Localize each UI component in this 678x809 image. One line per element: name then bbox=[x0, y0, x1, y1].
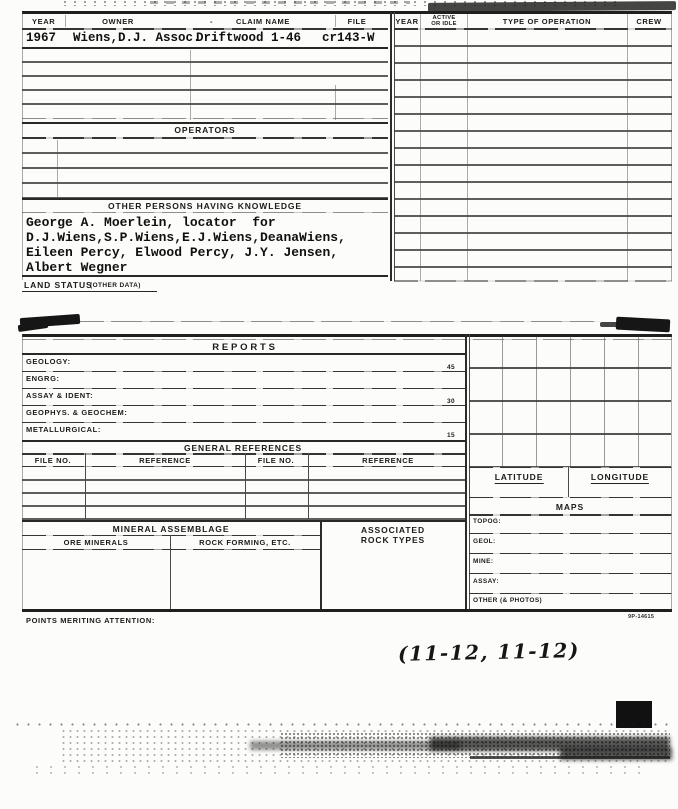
top-card-left-bottom-border bbox=[22, 275, 388, 277]
genref-divider-1 bbox=[85, 453, 86, 519]
other-persons-line-4: Albert Wegner bbox=[26, 260, 128, 275]
scan-noise-bottom-sparse bbox=[30, 764, 650, 776]
points-meriting-attention-label: POINTS MERITING ATTENTION: bbox=[26, 616, 155, 625]
report-row-assay: ASSAY & IDENT: bbox=[26, 391, 94, 400]
claims-body-divider-2 bbox=[335, 85, 336, 120]
bottom-card-bottom-border bbox=[22, 609, 672, 612]
genref-divider-3 bbox=[308, 453, 309, 519]
other-persons-top-line bbox=[22, 198, 388, 200]
activity-left-border-outer bbox=[390, 12, 392, 281]
mineral-divider bbox=[170, 535, 171, 609]
operators-header: OPERATORS bbox=[174, 125, 236, 135]
activity-col-crew: CREW bbox=[636, 17, 662, 26]
latlong-grid bbox=[469, 336, 671, 467]
genref-empty-rows bbox=[22, 468, 465, 520]
operators-divider bbox=[57, 140, 58, 197]
bottom-card-center-divider-outer bbox=[465, 334, 467, 611]
claims-dash-mark: - bbox=[210, 17, 214, 26]
activity-col-operation: TYPE OF OPERATION bbox=[502, 17, 592, 26]
mineral-col-ore: ORE MINERALS bbox=[63, 538, 129, 547]
latitude-label: LATITUDE bbox=[494, 472, 544, 482]
report-row-geology: GEOLOGY: bbox=[26, 357, 71, 366]
land-status-sublabel: (OTHER DATA) bbox=[90, 281, 141, 289]
activity-col-year: YEAR bbox=[395, 17, 419, 26]
maps-line-2 bbox=[469, 553, 672, 554]
other-persons-header: OTHER PERSONS HAVING KNOWLEDGE bbox=[107, 201, 303, 211]
other-persons-underline bbox=[22, 212, 388, 213]
report-row-engrg: ENGRG: bbox=[26, 374, 60, 383]
maps-header: MAPS bbox=[555, 502, 585, 512]
maps-row-mine: MINE: bbox=[473, 558, 494, 565]
claims-body-divider-1 bbox=[190, 50, 191, 120]
activity-divider-1 bbox=[420, 14, 421, 281]
associated-rock-types-line1: ASSOCIATED bbox=[360, 525, 426, 535]
bottom-card-right-border bbox=[671, 334, 672, 611]
genref-col-ref-2: REFERENCE bbox=[362, 456, 414, 465]
genref-bottom-line bbox=[22, 520, 465, 522]
report-line-4 bbox=[22, 422, 465, 423]
report-line-2 bbox=[22, 388, 465, 389]
claims-header-divider-1 bbox=[65, 15, 66, 27]
operators-top-line bbox=[22, 122, 388, 124]
claim-file-value: cr143-W bbox=[322, 31, 375, 45]
other-persons-line-2: D.J.Wiens,S.P.Wiens,E.J.Wiens,DeanaWiens, bbox=[26, 230, 346, 245]
land-status-label: LAND STATUS bbox=[24, 280, 93, 290]
claim-year-value: 1967 bbox=[26, 31, 57, 45]
claims-header-underline bbox=[22, 28, 388, 30]
operators-empty-rows bbox=[22, 139, 388, 199]
activity-col-active-line1: ACTIVE bbox=[432, 15, 456, 21]
activity-right-border bbox=[671, 12, 672, 281]
reports-bottom-line bbox=[22, 440, 465, 442]
scan-noise-streak bbox=[470, 756, 670, 759]
maps-line-1 bbox=[469, 533, 672, 534]
form-number: 9P-14615 bbox=[628, 614, 655, 620]
maps-row-topog: TOPOG: bbox=[473, 518, 501, 525]
reports-header-underline bbox=[22, 353, 465, 355]
activity-divider-2 bbox=[467, 14, 468, 281]
top-card-top-border bbox=[22, 11, 672, 14]
claims-header-divider-2 bbox=[335, 15, 336, 27]
mineral-colheader-underline bbox=[22, 549, 320, 550]
maps-line-3 bbox=[469, 573, 672, 574]
scan-noise-top-dashes bbox=[150, 1, 410, 4]
marker-connecting-line bbox=[80, 321, 600, 322]
other-persons-line-1: George A. Moerlein, locator for bbox=[26, 215, 276, 230]
claims-empty-row-line bbox=[22, 118, 388, 119]
land-status-underline bbox=[22, 291, 157, 292]
claim-owner-value: Wiens,D.J. Assoc. bbox=[73, 31, 201, 45]
genref-header-underline bbox=[22, 453, 465, 455]
associated-left-border bbox=[320, 520, 322, 609]
claims-col-claim-name: CLAIM NAME bbox=[236, 17, 290, 26]
claims-col-owner: OWNER bbox=[102, 17, 134, 26]
genref-colheader-underline bbox=[22, 466, 465, 467]
maps-header-underline bbox=[469, 514, 672, 516]
other-persons-line-3: Eileen Percy, Elwood Percy, J.Y. Jensen, bbox=[26, 245, 339, 260]
lat-tick-30: 30 bbox=[447, 398, 456, 405]
mineral-col-rock: ROCK FORMING, ETC. bbox=[199, 538, 291, 547]
marker-blob-right-tail bbox=[600, 322, 620, 327]
genref-col-ref-1: REFERENCE bbox=[139, 456, 191, 465]
report-row-metallurgical: METALLURGICAL: bbox=[26, 425, 101, 434]
activity-col-active-line2: OR IDLE bbox=[431, 21, 457, 27]
genref-col-file-1: FILE NO. bbox=[34, 456, 72, 465]
latlong-divider bbox=[568, 467, 569, 497]
report-line-1 bbox=[22, 371, 465, 372]
longitude-label: LONGITUDE bbox=[590, 472, 650, 482]
associated-rock-types-line2: ROCK TYPES bbox=[360, 535, 426, 545]
reports-header: REPORTS bbox=[212, 342, 278, 353]
report-row-geophys: GEOPHYS. & GEOCHEM: bbox=[26, 408, 128, 417]
activity-bottom-border bbox=[394, 280, 672, 282]
claim-name-value: Driftwood 1-46 bbox=[196, 31, 302, 45]
maps-row-other: OTHER (& PHOTOS) bbox=[473, 597, 543, 604]
marker-blob-right bbox=[616, 317, 671, 333]
maps-line-4 bbox=[469, 593, 672, 594]
mineral-header-underline bbox=[22, 535, 320, 536]
claims-col-file: FILE bbox=[347, 17, 367, 26]
scan-noise-core-2 bbox=[250, 741, 460, 750]
lat-tick-15: 15 bbox=[447, 432, 456, 439]
latlong-grid-bottom bbox=[469, 467, 672, 468]
claims-col-year: YEAR bbox=[32, 17, 56, 26]
claims-empty-rows bbox=[22, 49, 388, 107]
genref-divider-2 bbox=[245, 453, 246, 519]
latlong-bottom-line bbox=[469, 497, 672, 498]
genref-col-file-2: FILE NO. bbox=[257, 456, 295, 465]
maps-row-geol: GEOL: bbox=[473, 538, 496, 545]
report-line-3 bbox=[22, 405, 465, 406]
general-references-header: GENERAL REFERENCES bbox=[183, 443, 303, 453]
mineral-assemblage-header: MINERAL ASSEMBLAGE bbox=[112, 524, 230, 534]
lat-tick-45: 45 bbox=[447, 364, 456, 371]
activity-empty-rows bbox=[394, 30, 672, 282]
maps-row-assay: ASSAY: bbox=[473, 578, 499, 585]
activity-divider-3 bbox=[627, 14, 628, 281]
handwritten-note: (11-12, 11-12) bbox=[397, 638, 581, 666]
